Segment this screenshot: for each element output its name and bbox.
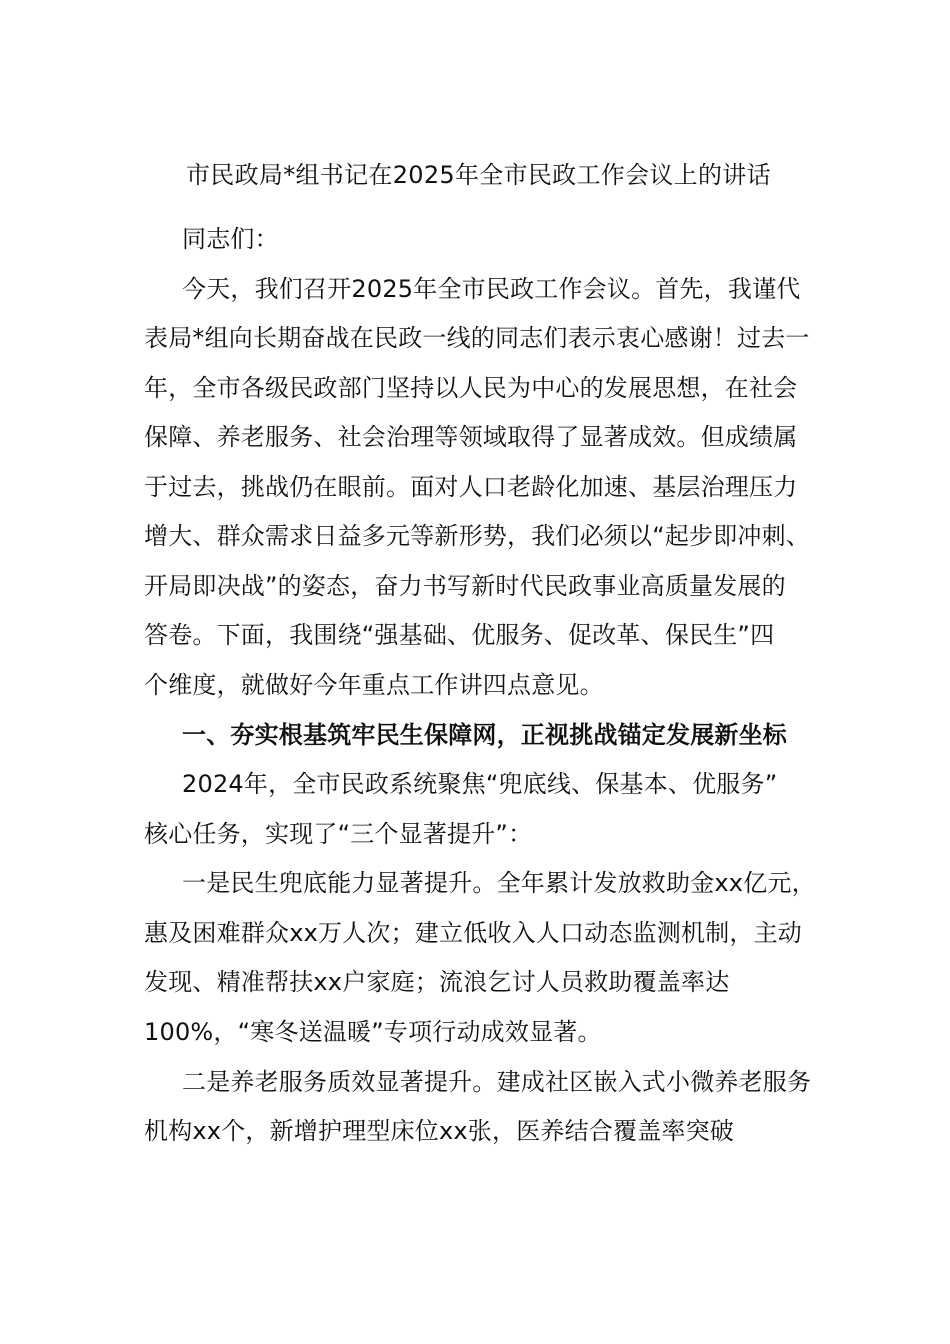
paragraph-line: 表局*组向长期奋战在民政一线的同志们表示衷心感谢！过去一 (144, 324, 810, 352)
paragraph-line: 开局即决战”的姿态，奋力书写新时代民政事业高质量发展的 (144, 572, 786, 600)
paragraph-line: 二是养老服务质效显著提升。建成社区嵌入式小微养老服务 (182, 1068, 812, 1096)
paragraph-line: 100%，“寒冬送温暖”专项行动成效显著。 (144, 1018, 602, 1046)
paragraph-line: 2024年，全市民政系统聚焦“兜底线、保基本、优服务” (182, 770, 778, 798)
salutation: 同志们： (182, 225, 279, 253)
paragraph-line: 答卷。下面，我围绕“强基础、优服务、促改革、保民生”四 (144, 621, 775, 649)
paragraph-line: 机构xx个，新增护理型床位xx张，医养结合覆盖率突破 (144, 1117, 735, 1145)
paragraph-line: 发现、精准帮扶xx户家庭；流浪乞讨人员救助覆盖率达 (144, 968, 730, 996)
paragraph-line: 一是民生兜底能力显著提升。全年累计发放救助金xx亿元， (182, 869, 816, 897)
paragraph-line: 年，全市各级民政部门坚持以人民为中心的发展思想，在社会 (144, 374, 798, 402)
paragraph-line: 核心任务，实现了“三个显著提升”： (144, 820, 533, 848)
paragraph-line: 个维度，就做好今年重点工作讲四点意见。 (144, 671, 604, 699)
paragraph-line: 今天，我们召开2025年全市民政工作会议。首先，我谨代 (182, 275, 801, 303)
paragraph-line: 于过去，挑战仍在眼前。面对人口老龄化加速、基层治理压力 (144, 473, 798, 501)
paragraph-line: 保障、养老服务、社会治理等领域取得了显著成效。但成绩属 (144, 423, 798, 451)
document-title: 市民政局*组书记在2025年全市民政工作会议上的讲话 (186, 161, 771, 189)
section-heading: 一、夯实根基筑牢民生保障网，正视挑战锚定发展新坐标 (182, 721, 787, 749)
paragraph-line: 增大、群众需求日益多元等新形势，我们必须以“起步即冲刺、 (144, 522, 811, 550)
paragraph-line: 惠及困难群众xx万人次；建立低收入人口动态监测机制，主动 (144, 919, 803, 947)
